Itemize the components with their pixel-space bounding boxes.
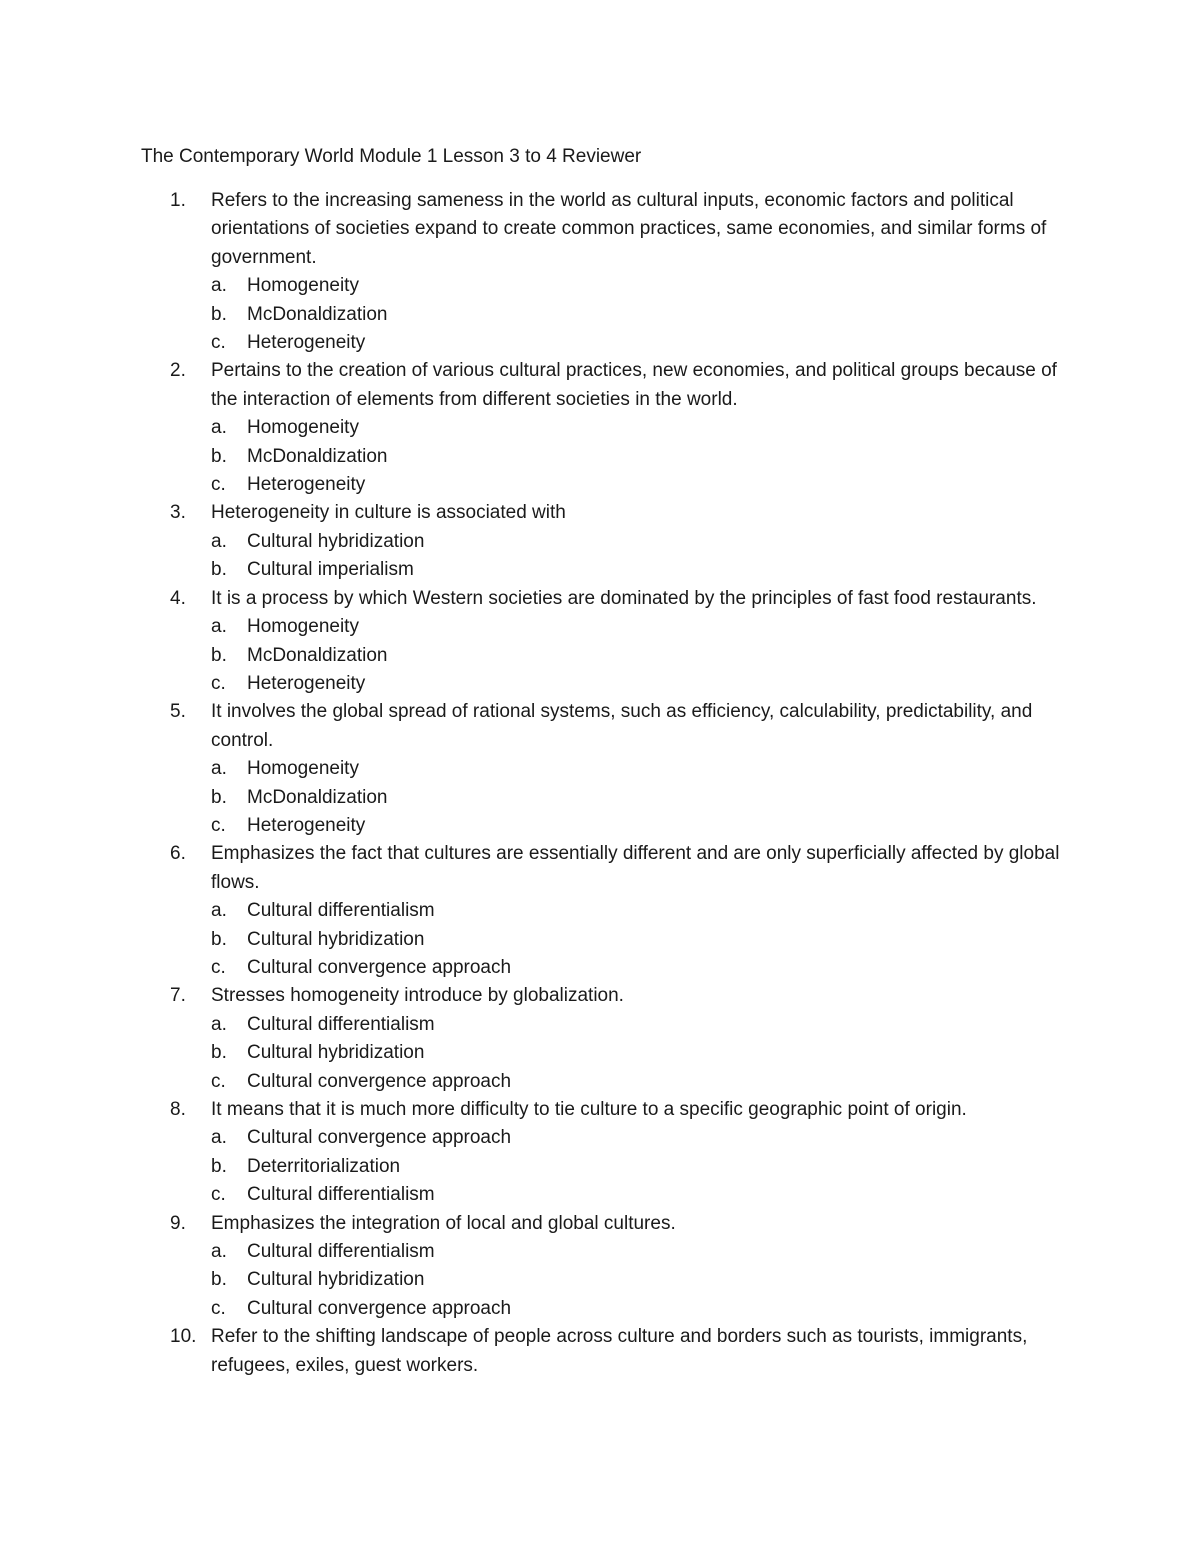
answer-option [211, 1153, 1061, 1181]
option-text: Heterogeneity [247, 474, 366, 496]
option-letter: a. [211, 530, 227, 552]
option-letter: a. [211, 758, 227, 780]
option-letter: a. [211, 1241, 227, 1263]
option-letter: a. [211, 1127, 227, 1149]
option-letter: a. [211, 1013, 227, 1035]
answer-option [211, 1039, 1061, 1067]
answer-option [211, 670, 1061, 698]
question-text: Emphasizes the fact that cultures are essentially different and are only superficially affected by global flows. [211, 843, 1060, 893]
option-text: Heterogeneity [247, 814, 366, 836]
question-item [141, 1323, 1061, 1380]
answer-options [211, 1238, 1061, 1323]
answer-option [211, 642, 1061, 670]
question-text: Stresses homogeneity introduce by globalization. [211, 985, 624, 1007]
answer-option [211, 443, 1061, 471]
option-text: Homogeneity [247, 758, 359, 780]
document-title: The Contemporary World Module 1 Lesson 3 to 4 Reviewer [141, 146, 642, 167]
option-text: McDonaldization [247, 445, 388, 467]
question-item [141, 840, 1061, 982]
question-item [141, 187, 1061, 357]
question-number: 5. [170, 701, 186, 723]
option-text: Cultural convergence approach [247, 1070, 512, 1092]
answer-options [211, 414, 1061, 499]
answer-option [211, 1238, 1061, 1266]
option-text: Cultural hybridization [247, 1042, 425, 1064]
option-text: Homogeneity [247, 275, 359, 297]
question-text: It means that it is much more difficulty to tie culture to a specific geographic point of origin. [211, 1099, 967, 1120]
option-letter: c. [211, 1070, 226, 1092]
question-number: 8. [170, 1099, 186, 1120]
answer-options [211, 1124, 1061, 1209]
question-text: Refers to the increasing sameness in the world as cultural inputs, economic factors and political orientations of societies expand to create common practices, same economies, and similar forms of government. [211, 190, 1047, 268]
answer-option [211, 1295, 1061, 1323]
question-number: 2. [170, 360, 186, 382]
option-letter: b. [211, 1269, 227, 1291]
option-letter: b. [211, 786, 227, 808]
option-letter: b. [211, 644, 227, 666]
answer-option [211, 272, 1061, 300]
option-text: McDonaldization [247, 644, 388, 666]
question-item [141, 499, 1061, 584]
answer-options [211, 528, 1061, 585]
answer-options [211, 1011, 1061, 1096]
option-text: Deterritorialization [247, 1155, 401, 1177]
question-text: Emphasizes the integration of local and global cultures. [211, 1212, 676, 1234]
question-text: Heterogeneity in culture is associated with [211, 502, 566, 524]
question-item [141, 982, 1061, 1096]
question-number: 10. [170, 1326, 197, 1348]
answer-options [211, 613, 1061, 698]
option-text: Cultural hybridization [247, 1269, 425, 1291]
option-letter: a. [211, 616, 227, 638]
answer-option [211, 784, 1061, 812]
option-letter: c. [211, 474, 226, 496]
question-list [141, 187, 1061, 1380]
option-letter: b. [211, 1042, 227, 1064]
question-item [141, 698, 1061, 840]
question-text: It is a process by which Western societies are dominated by the principles of fast food restaurants. [211, 587, 1037, 609]
question-text: Refer to the shifting landscape of people across culture and borders such as tourists, immigrants, refugees, exiles, guest workers. [211, 1326, 1028, 1376]
question-number: 9. [170, 1212, 186, 1234]
answer-option [211, 1124, 1061, 1152]
question-item [141, 1096, 1061, 1210]
option-text: Cultural differentialism [247, 1013, 435, 1035]
question-text: It involves the global spread of rational systems, such as efficiency, calculability, predictability, and control. [211, 701, 1033, 751]
option-text: Cultural hybridization [247, 530, 425, 552]
answer-option [211, 1011, 1061, 1039]
answer-option [211, 954, 1061, 982]
answer-option [211, 897, 1061, 925]
option-letter: a. [211, 417, 227, 439]
answer-option [211, 1068, 1061, 1096]
option-text: McDonaldization [247, 786, 388, 808]
question-item [141, 585, 1061, 699]
question-number: 7. [170, 985, 186, 1007]
answer-option [211, 1181, 1061, 1209]
option-text: Cultural differentialism [247, 900, 435, 922]
option-text: Homogeneity [247, 417, 359, 439]
option-text: Heterogeneity [247, 672, 366, 694]
answer-option [211, 301, 1061, 329]
question-number: 6. [170, 843, 186, 865]
option-letter: b. [211, 928, 227, 950]
answer-option [211, 926, 1061, 954]
option-text: Cultural differentialism [247, 1241, 435, 1263]
question-number: 4. [170, 587, 186, 609]
answer-option [211, 556, 1061, 584]
option-text: Cultural differentialism [247, 1184, 435, 1206]
option-text: Cultural hybridization [247, 928, 425, 950]
answer-options [211, 272, 1061, 357]
answer-option [211, 528, 1061, 556]
answer-option [211, 755, 1061, 783]
option-letter: c. [211, 332, 226, 354]
option-text: Homogeneity [247, 616, 359, 638]
answer-options [211, 755, 1061, 840]
answer-option [211, 613, 1061, 641]
option-letter: a. [211, 900, 227, 922]
option-text: Cultural convergence approach [247, 1297, 512, 1319]
option-letter: b. [211, 445, 227, 467]
option-letter: c. [211, 956, 226, 978]
option-letter: c. [211, 1297, 226, 1319]
option-letter: b. [211, 1155, 227, 1177]
question-text: Pertains to the creation of various cultural practices, new economies, and political groups because of the interaction of elements from different societies in the world. [211, 360, 1057, 410]
answer-option [211, 812, 1061, 840]
option-text: Cultural imperialism [247, 559, 414, 581]
answer-option [211, 471, 1061, 499]
option-text: Cultural convergence approach [247, 956, 512, 978]
option-letter: c. [211, 1184, 226, 1206]
answer-option [211, 414, 1061, 442]
option-letter: c. [211, 814, 226, 836]
option-text: Heterogeneity [247, 332, 366, 354]
option-letter: a. [211, 275, 227, 297]
answer-option [211, 329, 1061, 357]
question-item [141, 357, 1061, 499]
answer-options [211, 897, 1061, 982]
option-letter: b. [211, 559, 227, 581]
option-letter: c. [211, 672, 226, 694]
option-letter: b. [211, 303, 227, 325]
answer-option [211, 1266, 1061, 1294]
option-text: Cultural convergence approach [247, 1127, 512, 1149]
question-number: 1. [170, 190, 186, 211]
option-text: McDonaldization [247, 303, 388, 325]
question-item [141, 1210, 1061, 1324]
question-number: 3. [170, 502, 186, 524]
